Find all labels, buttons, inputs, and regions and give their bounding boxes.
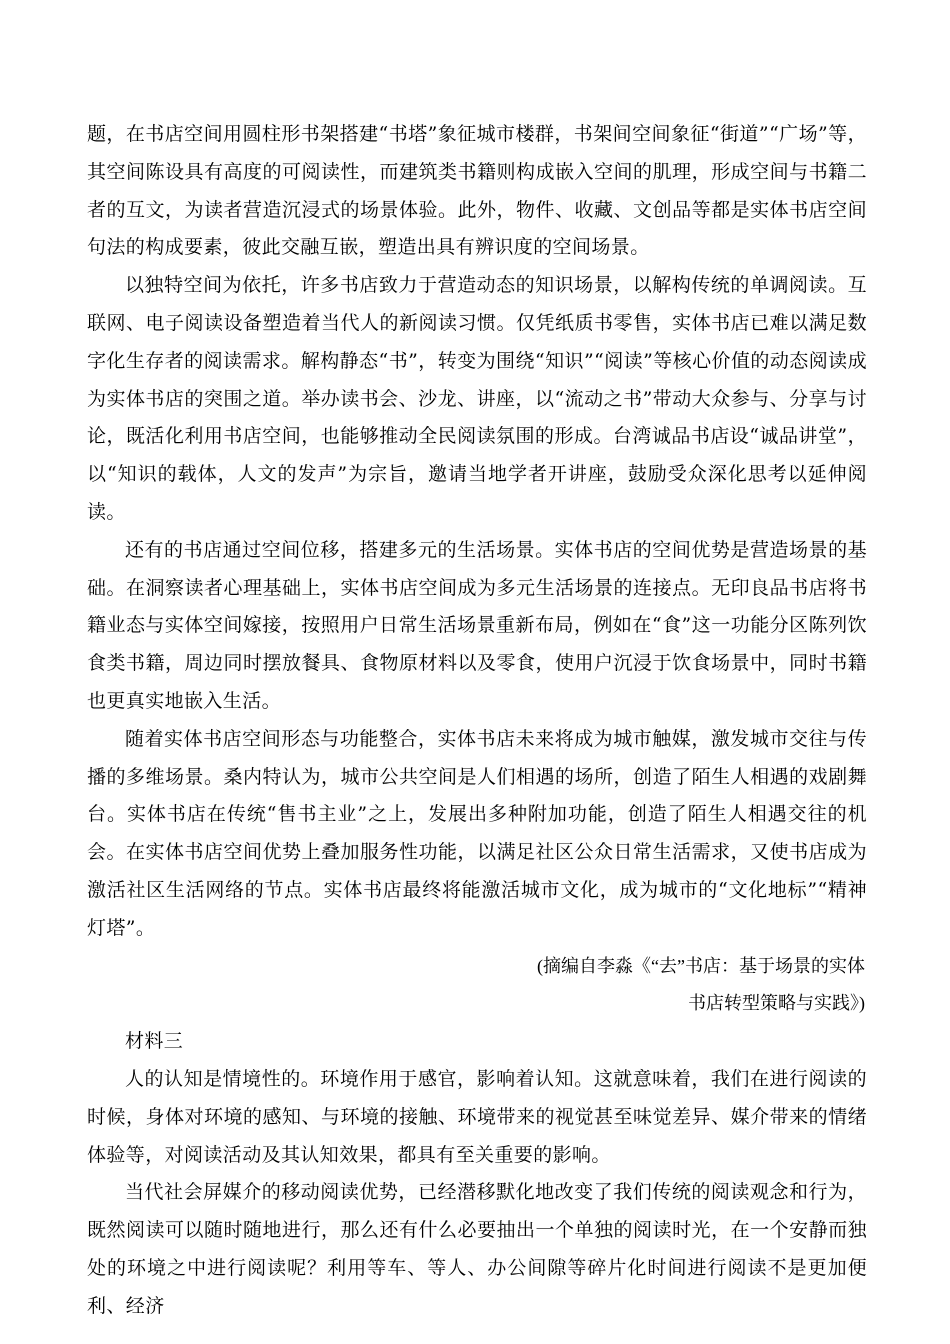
paragraph-city-catalyst: 随着实体书店空间形态与功能整合，实体书店未来将成为城市触媒，激发城市交往与传播的多维场景。桑内特认为，城市公共空间是人们相遇的场所，创造了陌生人相遇的戏剧舞台。实体书店在传统“售书主业”之上，发展出多种附加功能，创造了陌生人相遇交往的机会。在实体书店空间优势上叠加服务性功能，以满足社区公众日常生活需求，又使书店成为激活社区生活网络的节点。实体书店最终将能激活城市文化，成为城市的“文化地标”“精神灯塔”。 bbox=[87, 727, 867, 939]
paragraph-situated-cognition: 人的认知是情境性的。环境作用于感官，影响着认知。这就意味着，我们在进行阅读的时候，身体对环境的感知、与环境的接触、环境带来的视觉甚至味觉差异、媒介带来的情绪体验等，对阅读活动及其认知效果，都具有至关重要的影响。 bbox=[87, 1067, 867, 1166]
citation-line-1: (摘编自李淼《“去”书店：基于场景的实体 bbox=[537, 955, 865, 976]
paragraph-mobile-reading: 当代社会屏媒介的移动阅读优势，已经潜移默化地改变了我们传统的阅读观念和行为，既然阅读可以随时随地进行，那么还有什么必要抽出一个单独的阅读时光，在一个安静而独处的环境之中进行阅读呢？利用等车、等人、办公间隙等碎片化时间进行阅读不是更加便利、经济 bbox=[87, 1181, 867, 1317]
paragraph-knowledge-scene: 以独特空间为依托，许多书店致力于营造动态的知识场景，以解构传统的单调阅读。互联网、电子阅读设备塑造着当代人的新阅读习惯。仅凭纸质书零售，实体书店已难以满足数字化生存者的阅读需求。解构静态“书”，转变为围绕“知识”“阅读”等核心价值的动态阅读成为实体书店的突围之道。举办读书会、沙龙、讲座，以“流动之书”带动大众参与、分享与讨论，既活化利用书店空间，也能够推动全民阅读氛围的形成。台湾诚品书店设“诚品讲堂”，以“知识的载体，人文的发声”为宗旨，邀请当地学者开讲座，鼓励受众深化思考以延伸阅读。 bbox=[87, 274, 867, 523]
document-page bbox=[87, 116, 867, 1326]
section-heading-material-three: 材料三 bbox=[125, 1030, 184, 1053]
paragraph-bookstore-space: 题，在书店空间用圆柱形书架搭建“书塔”象征城市楼群，书架间空间象征“街道”“广场”等，其空间陈设具有高度的可阅读性，而建筑类书籍则构成嵌入空间的肌理，形成空间与书籍二者的互文，为读者营造沉浸式的场景体验。此外，物件、收藏、文创品等都是实体书店空间句法的构成要素，彼此交融互嵌，塑造出具有辨识度的空间场景。 bbox=[87, 123, 867, 259]
paragraph-life-scene: 还有的书店通过空间位移，搭建多元的生活场景。实体书店的空间优势是营造场景的基础。在洞察读者心理基础上，实体书店空间成为多元生活场景的连接点。无印良品书店将书籍业态与实体空间嫁接，按照用户日常生活场景重新布局，例如在“食”这一功能分区陈列饮食类书籍，周边同时摆放餐具、食物原材料以及零食，使用户沉浸于饮食场景中，同时书籍也更真实地嵌入生活。 bbox=[87, 538, 867, 712]
citation-line-2: 书店转型策略与实践》) bbox=[688, 993, 865, 1014]
